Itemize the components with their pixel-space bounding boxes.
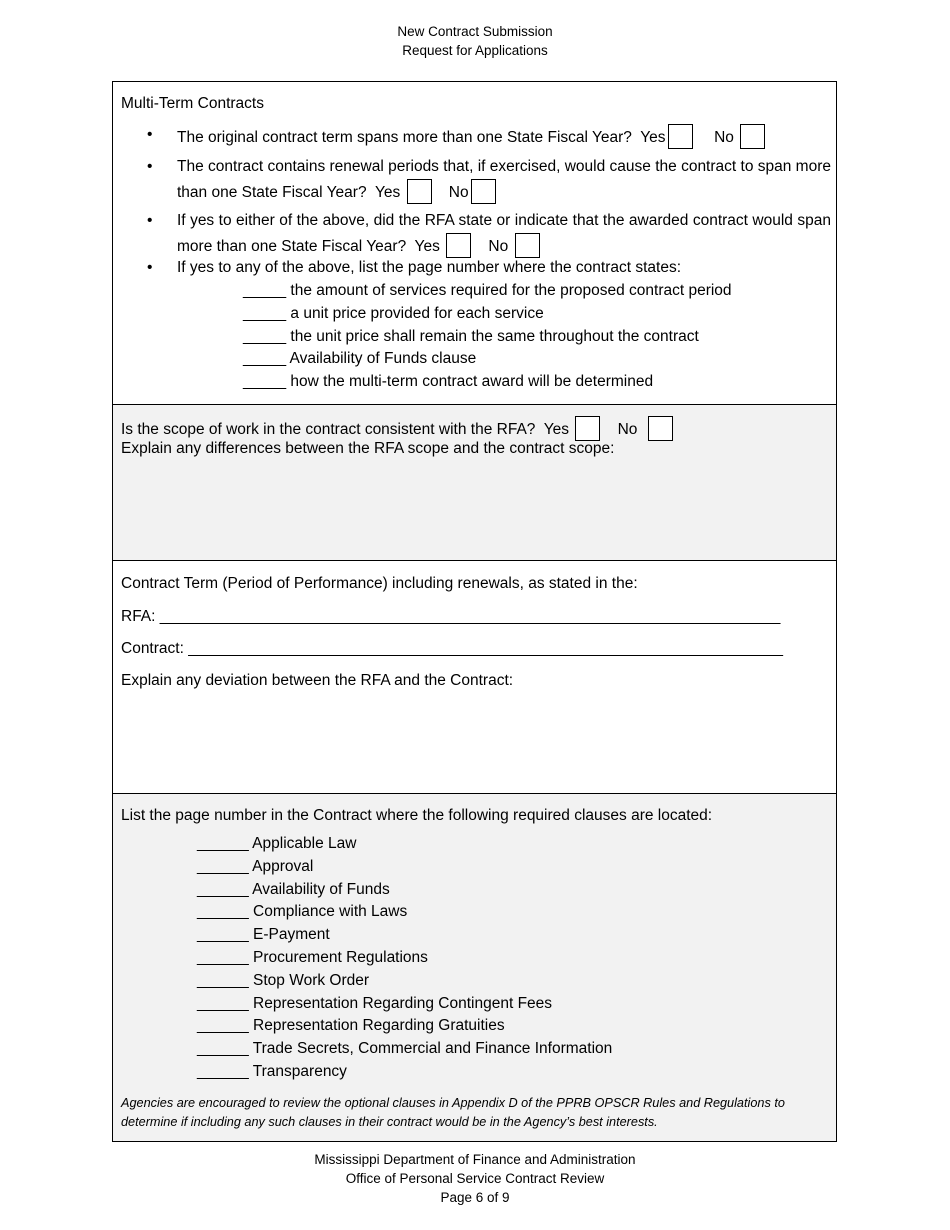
no-checkbox[interactable] xyxy=(515,233,540,258)
no-checkbox[interactable] xyxy=(471,179,496,204)
deviation-explain: Explain any deviation between the RFA and the Contract: xyxy=(121,672,514,689)
yes-label: Yes xyxy=(414,237,440,255)
list-item: ______ Representation Regarding Gratuities xyxy=(197,1017,505,1035)
header-subtitle: Request for Applications xyxy=(402,43,548,58)
bullet-page-number: • If yes to any of the above, list the page number where the contract states: xyxy=(177,257,831,280)
scope-explain: Explain any differences between the RFA scope and the contract scope: xyxy=(121,440,615,457)
page-header xyxy=(0,22,950,60)
clauses-list xyxy=(197,833,612,1084)
scope-question: Is the scope of work in the contract consistent with the RFA? Yes No xyxy=(121,416,673,441)
list-item: ______ Compliance with Laws xyxy=(197,903,408,921)
list-item: _____ the unit price shall remain the same throughout the contract xyxy=(243,327,699,345)
contract-term-field[interactable]: Contract: _____________________________________________________________________ xyxy=(121,640,783,657)
bullet-dot: • xyxy=(147,158,153,175)
yes-label: Yes xyxy=(543,421,570,438)
yes-label: Yes xyxy=(374,183,401,201)
no-label: No xyxy=(448,183,469,201)
header-title: New Contract Submission xyxy=(397,24,553,39)
list-item: _____ how the multi-term contract award will be determined xyxy=(243,373,654,391)
page-number: Page 6 of 9 xyxy=(440,1190,510,1205)
yes-label: Yes xyxy=(640,129,666,146)
list-item: _____ the amount of services required for the proposed contract period xyxy=(243,282,732,299)
rfa-term-field[interactable]: RFA: ________________________________________________________________________ xyxy=(121,608,781,625)
clauses-section xyxy=(112,793,837,1142)
no-checkbox[interactable] xyxy=(648,416,673,441)
list-item: ______ Applicable Law xyxy=(197,835,357,852)
multi-term-title: Multi-Term Contracts xyxy=(121,95,264,112)
multi-term-section xyxy=(112,81,837,405)
yes-checkbox[interactable] xyxy=(446,233,471,258)
no-label: No xyxy=(617,421,638,438)
scope-section xyxy=(112,404,837,561)
contract-term-section xyxy=(112,560,837,794)
bullet-rfa-span: • If yes to either of the above, did the RFA state or indicate that the awarded contract would span more than one State Fiscal Year? Yes No xyxy=(177,210,831,258)
no-label: No xyxy=(488,237,509,255)
scope-explanation-area[interactable] xyxy=(121,465,826,550)
bullet-dot: • xyxy=(147,259,153,276)
bullet-dot: • xyxy=(147,212,153,229)
page-footer xyxy=(0,1150,950,1207)
contract-term-intro: Contract Term (Period of Performance) including renewals, as stated in the: xyxy=(121,575,638,592)
list-item: ______ Procurement Regulations xyxy=(197,948,428,966)
bullet-original-term: • The original contract term spans more than one State Fiscal Year? Yes No xyxy=(177,124,831,150)
no-checkbox[interactable] xyxy=(740,124,765,149)
list-item: ______ Transparency xyxy=(197,1062,347,1080)
deviation-explanation-area[interactable] xyxy=(121,696,826,786)
clauses-intro: List the page number in the Contract where the following required clauses are located: xyxy=(121,807,713,824)
multi-term-items xyxy=(243,280,732,394)
yes-checkbox[interactable] xyxy=(668,124,693,149)
yes-checkbox[interactable] xyxy=(575,416,600,441)
footer-office: Office of Personal Service Contract Review xyxy=(345,1171,605,1186)
list-item: ______ Trade Secrets, Commercial and Finance Information xyxy=(197,1040,613,1058)
list-item: ______ Stop Work Order xyxy=(197,971,370,989)
yes-checkbox[interactable] xyxy=(407,179,432,204)
no-label: No xyxy=(714,129,734,146)
footer-department: Mississippi Department of Finance and Administration xyxy=(314,1152,636,1167)
bullet-renewal-periods: • The contract contains renewal periods that, if exercised, would cause the contract to span more than one State Fiscal Year? Yes No xyxy=(177,156,831,204)
list-item: ______ E-Payment xyxy=(197,926,330,944)
list-item: ______ Representation Regarding Contingent Fees xyxy=(197,994,553,1012)
bullet-dot: • xyxy=(147,126,153,143)
list-item: _____ a unit price provided for each service xyxy=(243,304,544,322)
list-item: _____ Availability of Funds clause xyxy=(243,350,477,368)
list-item: ______ Availability of Funds xyxy=(197,880,390,898)
list-item: ______ Approval xyxy=(197,857,314,875)
clauses-note: Agencies are encouraged to review the optional clauses in Appendix D of the PPRB OPSCR Rules and Regulations to determine if including any such clauses in their contract would be in the Agency’s best interests. xyxy=(121,1096,785,1129)
